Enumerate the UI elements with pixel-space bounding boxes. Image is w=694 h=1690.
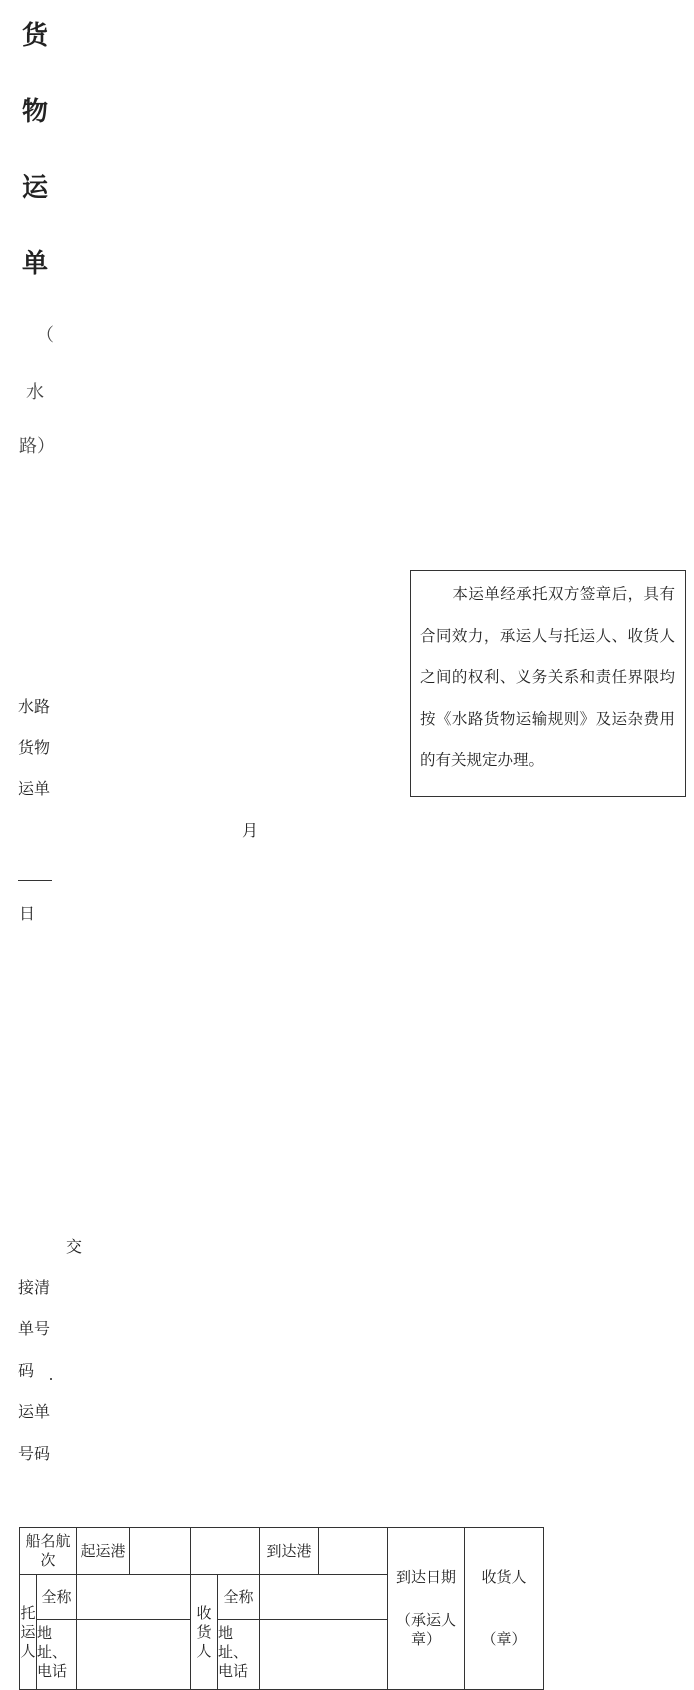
arrival-date-cell <box>388 1528 465 1690</box>
shipper-address-label: 地址、电话 <box>37 1620 77 1690</box>
receiver-address-value[interactable] <box>260 1620 388 1690</box>
destination-port-label: 到达港 <box>260 1528 319 1574</box>
carrier-stamp-label: （承运人章） <box>396 1611 457 1648</box>
handover-label-line-1: 交 <box>66 1237 83 1256</box>
shipper-address-value[interactable] <box>77 1620 191 1690</box>
consignee-stamp-title: 收货人 <box>481 1568 527 1586</box>
receiver-full-name-value[interactable] <box>260 1575 388 1620</box>
consignee-stamp-cell <box>465 1528 544 1690</box>
arrival-date-label: 到达日期 <box>395 1568 456 1586</box>
subtitle-paren-open: （ <box>36 325 54 346</box>
receiver-address-label: 地址、电话 <box>218 1620 260 1690</box>
title-char-2: 物 <box>22 97 49 127</box>
origin-port-value-ext[interactable] <box>191 1528 260 1575</box>
contract-notice-box <box>410 570 686 797</box>
waybill-no-label-line-1: 运单 <box>18 1402 51 1421</box>
small-dot <box>50 1378 52 1380</box>
origin-port-value[interactable] <box>130 1528 190 1574</box>
side-label-line-2: 货物 <box>18 738 51 757</box>
day-blank-line <box>18 880 52 881</box>
title-char-4: 单 <box>22 249 49 279</box>
shipper-full-name-value[interactable] <box>77 1575 191 1620</box>
consignee-stamp-label: （章） <box>481 1630 527 1648</box>
day-label: 日 <box>19 904 36 923</box>
subtitle-char-road: 路） <box>19 436 55 457</box>
receiver-full-name-label: 全称 <box>218 1575 260 1620</box>
side-label-line-1: 水路 <box>18 697 51 716</box>
origin-port-cell <box>77 1528 191 1575</box>
subtitle-char-water: 水 <box>26 382 44 403</box>
title-char-3: 运 <box>22 173 49 203</box>
month-label: 月 <box>242 821 259 840</box>
waybill-table <box>19 1527 544 1690</box>
notice-text: 本运单经承托双方签章后，具有合同效力，承运人与托运人、收货人之间的权利、义务关系和责任界限均按《水路货物运输规则》及运杂费用的有关规定办理。 <box>420 585 675 769</box>
shipper-label: 托运人 <box>20 1575 37 1690</box>
ship-voyage-label: 船名航次 <box>20 1528 77 1575</box>
handover-label-line-4: 码 <box>18 1361 35 1380</box>
title-char-1: 货 <box>22 21 49 51</box>
origin-port-label: 起运港 <box>77 1528 130 1574</box>
shipper-full-name-label: 全称 <box>37 1575 77 1620</box>
destination-port-value[interactable] <box>319 1528 387 1574</box>
handover-label-line-3: 单号 <box>18 1319 51 1338</box>
waybill-no-label-line-2: 号码 <box>18 1444 51 1463</box>
handover-label-line-2: 接清 <box>18 1278 51 1297</box>
destination-port-cell <box>260 1528 388 1575</box>
receiver-label: 收货人 <box>191 1575 218 1690</box>
side-label-line-3: 运单 <box>18 779 51 798</box>
